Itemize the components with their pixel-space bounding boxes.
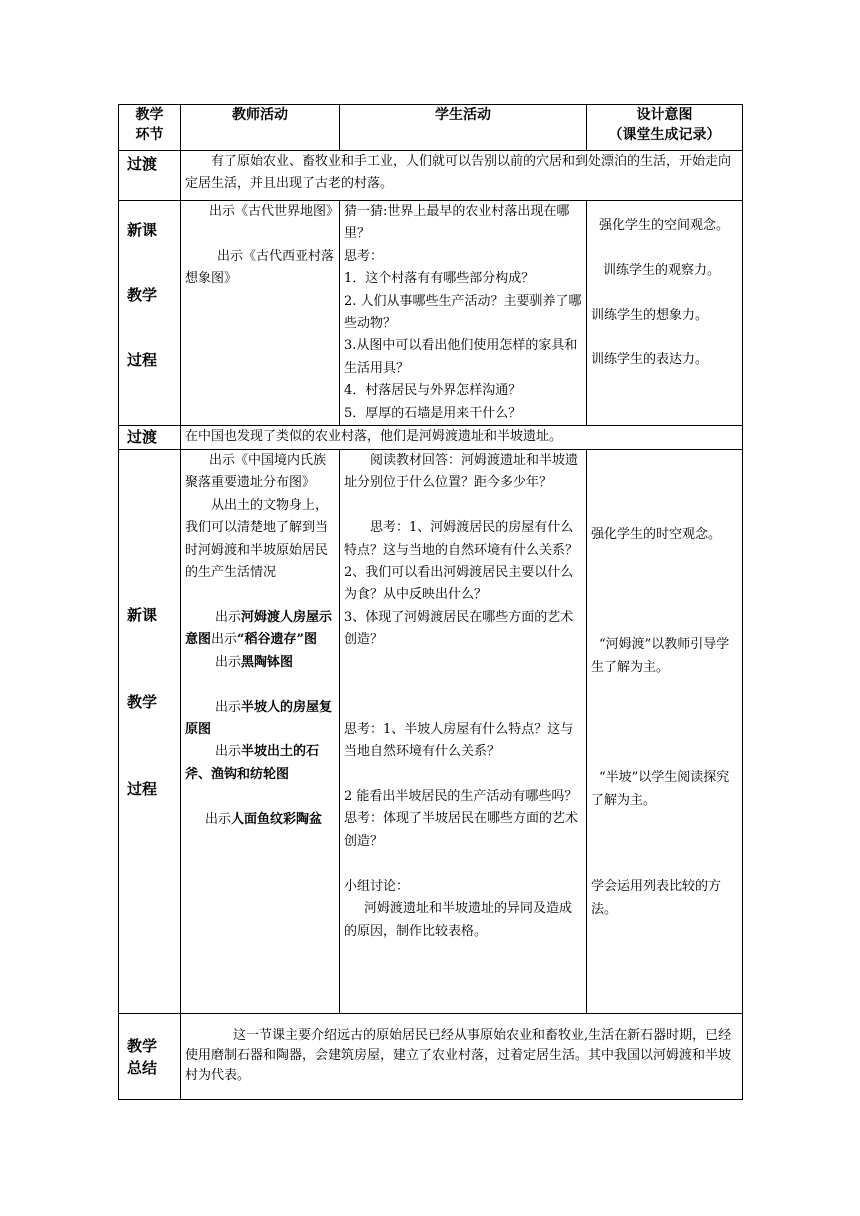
- section2-teacher-cell: [181, 450, 340, 1014]
- teacher-activity: 出示《古代西亚村落想象图》: [185, 248, 335, 287]
- student-activity: 思考：体现了半坡居民在哪些方面的艺术创造？: [344, 811, 579, 849]
- header-teacher: 教师活动: [181, 105, 340, 151]
- section2-stage-line3: 过程: [127, 780, 158, 799]
- lesson-plan-table: [118, 104, 743, 1100]
- design-intent: 强化学生的时空观念。: [591, 527, 722, 543]
- design-intent: “半坡”以学生阅读探究了解为主。: [591, 770, 730, 808]
- student-activity: 河姆渡遗址和半坡遗址的异同及造成的原因，制作比较表格。: [344, 901, 573, 939]
- transition-paragraph-1: 有了原始农业、畜牧业和手工业，人们就可以告别以前的穴居和到处漂泊的生活，开始走向定居生活，并且出现了古老的村落。: [185, 154, 732, 192]
- header-design: [587, 105, 743, 151]
- section-row-1: [119, 201, 743, 426]
- section1-teacher-cell: [181, 201, 340, 426]
- header-stage-label: 教学 环节: [135, 107, 164, 143]
- teacher-activity: 出示《古代世界地图》: [209, 204, 340, 219]
- student-activity: 小组讨论：: [344, 878, 410, 894]
- teacher-activity: 出示人面鱼纹彩陶盆: [205, 811, 323, 827]
- student-activity: 思考：1、河姆渡居民的房屋有什么特点？这与当地的自然环境有什么关系？: [344, 520, 579, 558]
- student-activity: 1．这个村落有有哪些部分构成？: [344, 271, 535, 287]
- section2-stage-line2: 教学: [127, 693, 158, 712]
- student-activity: 思考：: [344, 248, 384, 264]
- summary-text-cell: [181, 1014, 743, 1100]
- transition-text-1: [181, 151, 743, 201]
- student-activity: 思考：1、半坡人房屋有什么特点？这与当地自然环境有什么关系？: [344, 721, 574, 760]
- header-student: 学生活动: [340, 105, 587, 151]
- section1-design-cell: [587, 201, 743, 426]
- section1-stage-line2: 教学: [127, 286, 158, 304]
- summary-stage: [119, 1014, 181, 1100]
- teacher-activity: 出示《中国境内氏族聚落重要遗址分布图》: [185, 453, 327, 491]
- summary-paragraph: 这一节课主要介绍远古的原始居民已经从事原始农业和畜牧业,生活在新石器时期，已经使用磨制石器和陶器，会建筑房屋，建立了农业村落，过着定居生活。其中我国以河姆渡和半坡村为代表。: [185, 1028, 732, 1084]
- transition-row-1: [119, 151, 743, 201]
- header-design-subtitle: （课堂生成记录）: [608, 127, 721, 143]
- section2-design-cell: [587, 450, 743, 1014]
- section-row-2: [119, 450, 743, 1014]
- section1-stage-line1: 新课: [127, 221, 158, 239]
- student-activity: 2、我们可以看出河姆渡居民主要以什么为食？从中反映出什么？: [344, 565, 574, 603]
- transition-text-2: 在中国也发现了类似的农业村落，他们是河姆渡遗址和半坡遗址。: [181, 426, 743, 450]
- header-stage: [119, 105, 181, 151]
- teacher-activity: 出示河姆渡人房屋示意图出示“稻谷遗存”图: [185, 609, 333, 648]
- student-activity: 阅读教材回答：河姆渡遗址和半坡遗址分别位于什么位置？距今多少年？: [344, 453, 579, 491]
- student-activity: 3.从图中可以看出他们使用怎样的家具和生活用具？: [344, 338, 578, 376]
- teacher-activity: 出示黑陶钵图: [215, 654, 294, 670]
- design-intent: 训练学生的表达力。: [591, 352, 709, 368]
- student-activity: 2 能看出半坡居民的生产活动有哪些吗？: [344, 789, 578, 805]
- student-activity: 4．村落居民与外界怎样沟通？: [344, 383, 522, 399]
- student-activity: 3、体现了河姆渡居民在哪些方面的艺术创造？: [344, 609, 574, 648]
- design-intent: 训练学生的观察力。: [603, 262, 721, 278]
- transition-stage-2: 过渡: [119, 426, 181, 450]
- header-design-title: 设计意图: [636, 107, 693, 123]
- section-stage-1: [119, 201, 181, 426]
- design-intent: 强化学生的空间观念。: [599, 218, 730, 233]
- transition-stage-1: 过渡: [119, 151, 181, 201]
- transition-row-2: [119, 426, 743, 450]
- section-stage-2: [119, 450, 181, 1014]
- section1-student-cell: [340, 201, 587, 426]
- design-intent: 训练学生的想象力。: [591, 307, 709, 323]
- teacher-activity: 从出土的文物身上，我们可以清楚地了解到当时河姆渡和半坡原始居民的生产生活情况: [185, 497, 329, 581]
- design-intent: “河姆渡”以教师引导学生了解为主。: [591, 637, 730, 675]
- section2-stage-line1: 新课: [127, 606, 158, 625]
- section2-student-cell: [340, 450, 587, 1014]
- summary-stage-label: 教学 总结: [127, 1036, 158, 1077]
- teacher-activity: 出示半坡人的房屋复原图: [185, 699, 333, 737]
- student-activity: 猜一猜:世界上最早的农业村落出现在哪里？: [344, 204, 570, 242]
- student-activity: 2. 人们从事哪些生产活动？主要驯养了哪些动物？: [344, 293, 582, 332]
- summary-row: [119, 1014, 743, 1100]
- student-activity: 5．厚厚的石墙是用来干什么？: [344, 405, 522, 421]
- design-intent: 学会运用列表比较的方法。: [591, 879, 722, 917]
- teacher-activity: 出示半坡出土的石斧、渔钩和纺轮图: [185, 744, 320, 782]
- header-row: [119, 105, 743, 151]
- section1-stage-line3: 过程: [127, 351, 158, 369]
